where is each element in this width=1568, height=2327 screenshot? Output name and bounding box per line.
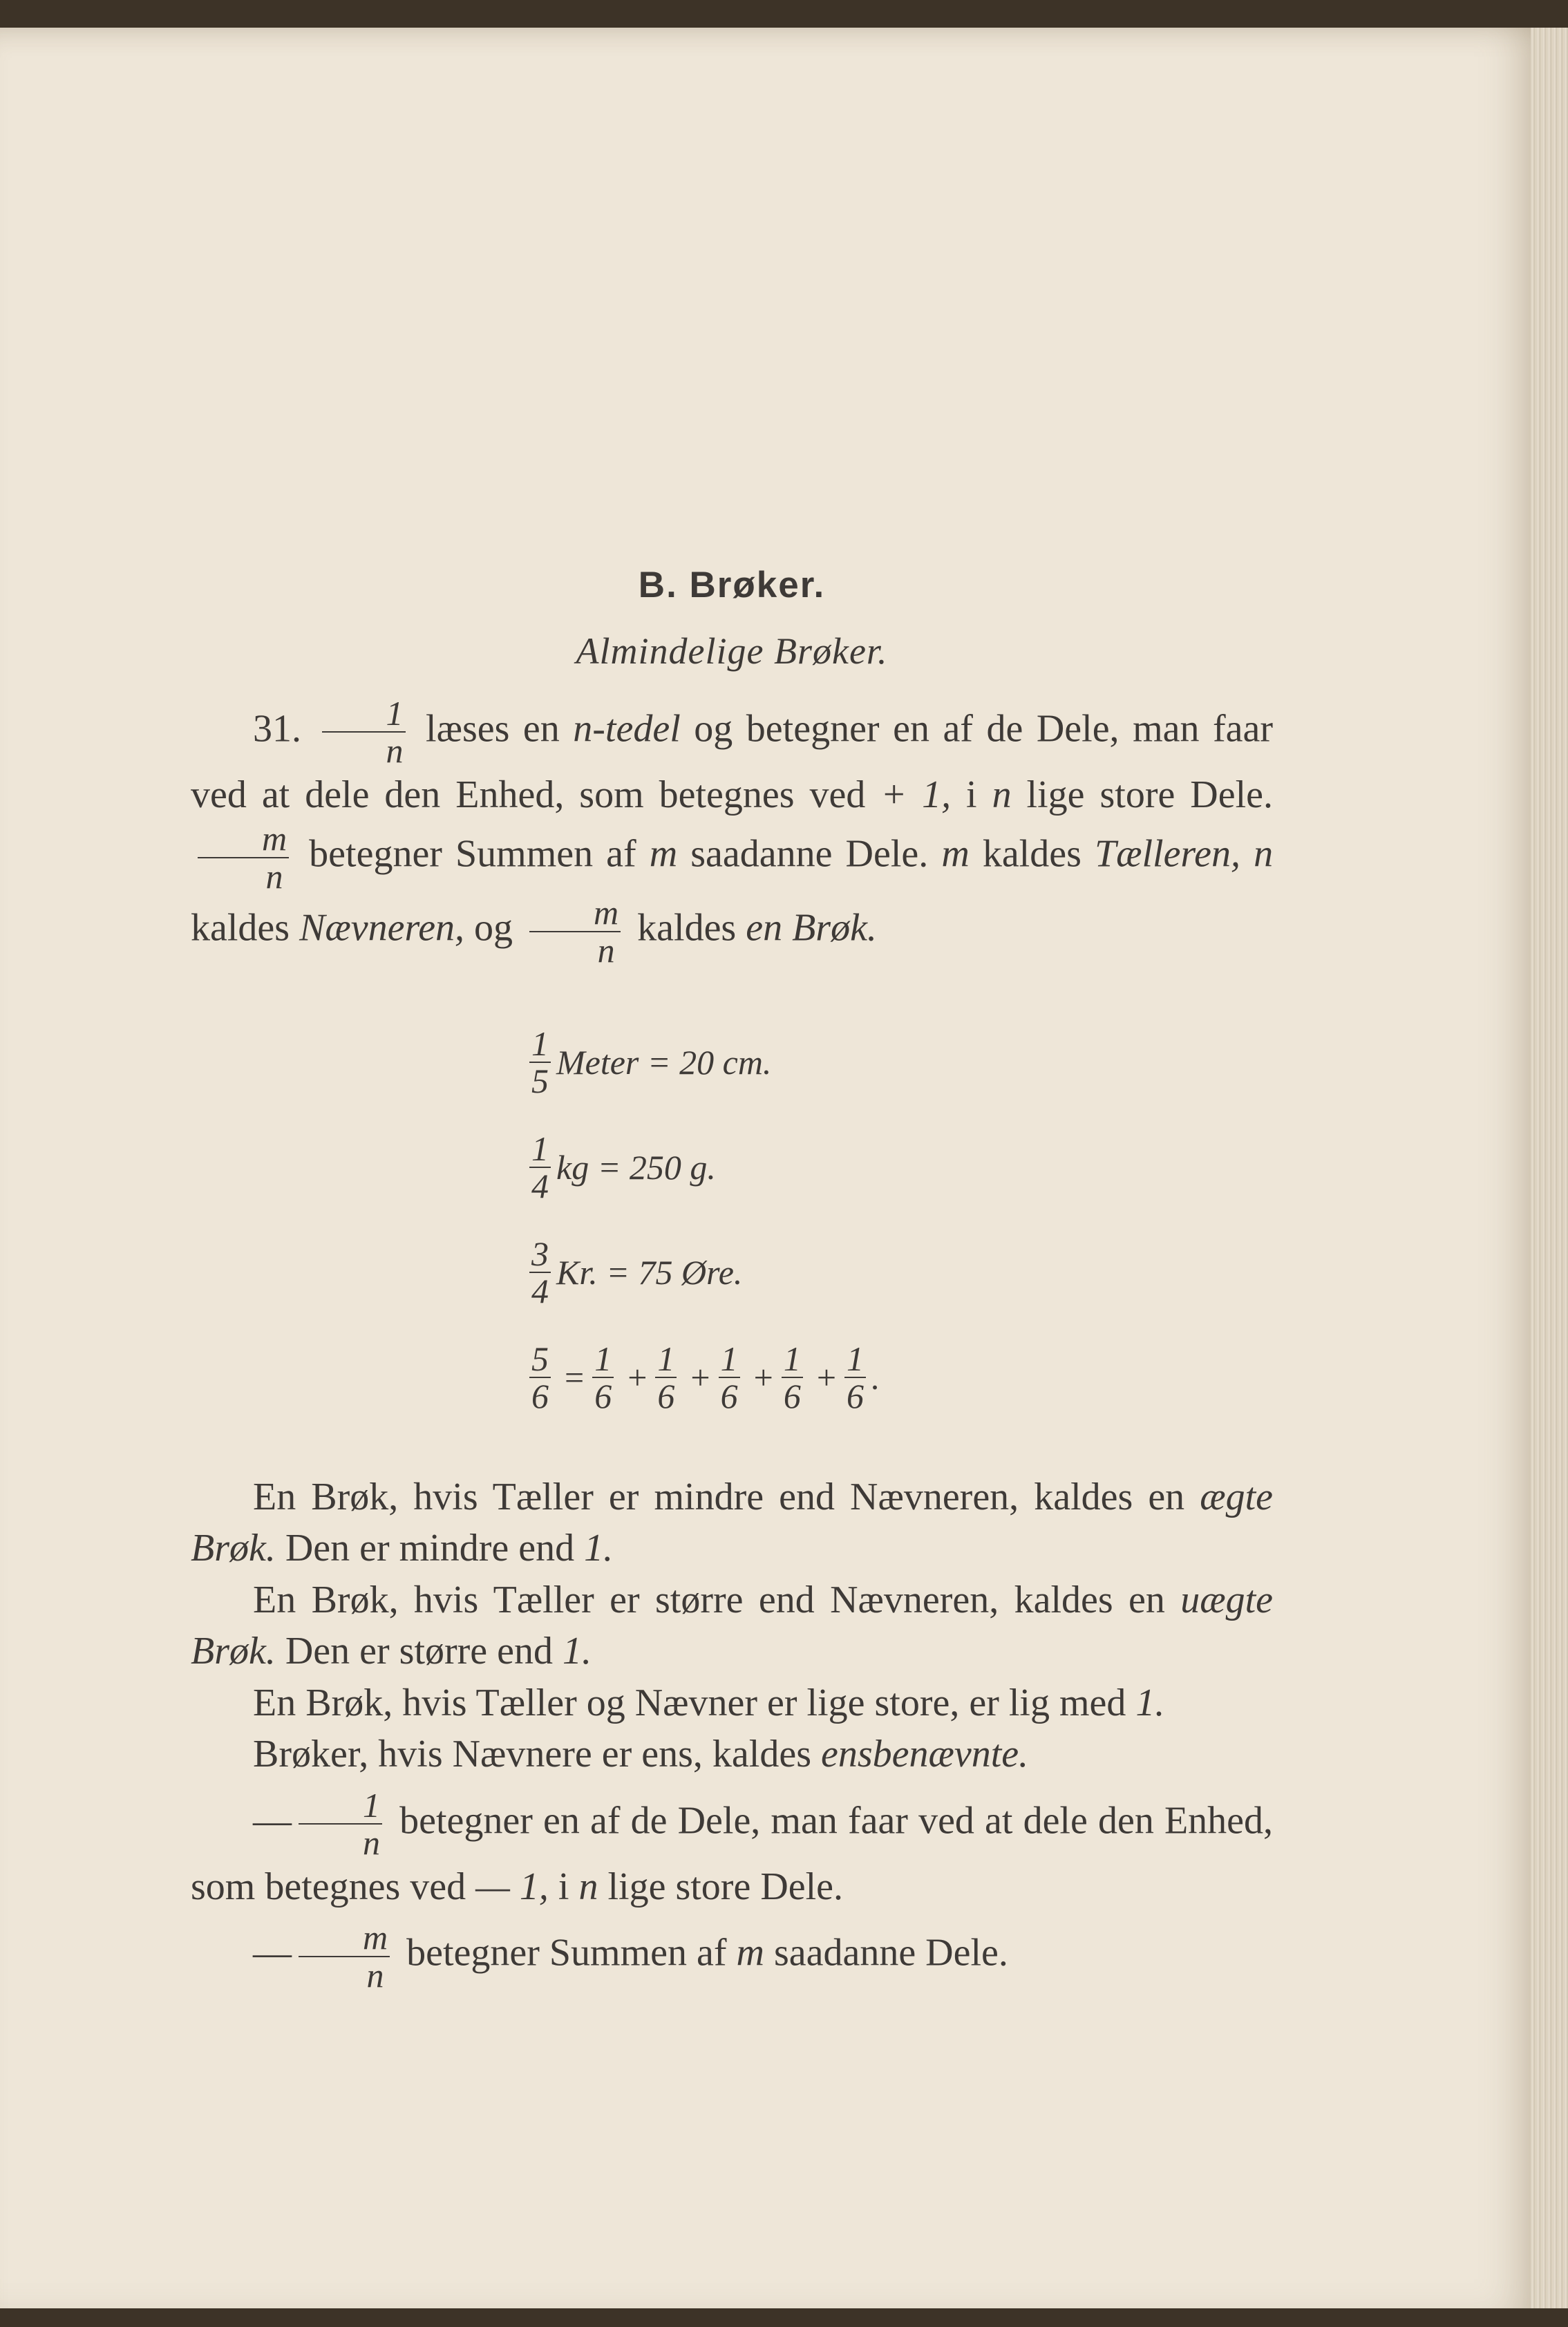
section-heading: B. Brøker. (638, 565, 826, 605)
paragraph-negative-fraction: — $\frac{m}{n}$ betegner Summen af m saadanne Dele. (253, 1918, 1008, 1995)
paragraph-like-fractions: Brøker, hvis Nævnere er ens, kaldes ensbenævnte. (253, 1733, 1029, 1776)
equals-sign: = (565, 1357, 585, 1397)
page-edge (1531, 28, 1568, 2308)
paragraph-equal-fraction: En Brøk, hvis Tæller og Nævner er lige store, er lig med 1. (253, 1681, 1165, 1724)
sum-term-fraction: $\frac{1}{6}$ (844, 1341, 866, 1415)
plus-sign: + (753, 1357, 773, 1397)
plus-sign: + (627, 1357, 648, 1397)
paragraph-negative-unit-fraction: — $\frac{1}{n}$ betegner en af de Dele, man faar ved at dele den Enhed, som betegnes ved — 1, i n lige store Dele. (191, 1785, 1274, 1908)
sum-term-fraction: $\frac{1}{6}$ (719, 1341, 740, 1415)
examples-block (529, 1010, 1273, 1430)
fraction-neg-m-over-n: $\frac{m}{n}$ (299, 1919, 390, 1993)
section-subheading: Almindelige Brøker. (576, 630, 888, 672)
fraction-m-over-n-2: $\frac{m}{n}$ (529, 894, 621, 968)
paragraph-number: 31. (253, 706, 301, 750)
plus-sign: + (690, 1357, 710, 1397)
fraction-1-over-n: $\frac{1}{n}$ (322, 695, 406, 769)
paragraph-improper-fraction: En Brøk, hvis Tæller er større end Nævneren, kaldes en uægte Brøk. Den er større end 1. (191, 1578, 1273, 1673)
sum-term-fraction: $\frac{1}{6}$ (782, 1341, 803, 1415)
example-row (529, 1115, 1273, 1220)
example-fraction: $\frac{1}{5}$ (529, 1026, 551, 1100)
example-fraction: $\frac{1}{4}$ (529, 1131, 551, 1205)
fraction-m-over-n: $\frac{m}{n}$ (198, 820, 289, 894)
plus-sign: + (816, 1357, 837, 1397)
sum-term-fraction: $\frac{1}{6}$ (655, 1341, 677, 1415)
fraction-neg-1-over-n: $\frac{1}{n}$ (299, 1787, 382, 1861)
paragraph-proper-fraction: En Brøk, hvis Tæller er mindre end Nævneren, kaldes en ægte Brøk. Den er mindre end 1. (191, 1476, 1273, 1570)
example-text: Kr. = 75 Øre. (556, 1252, 743, 1292)
example-text: kg = 250 g. (556, 1147, 716, 1187)
example-row (529, 1010, 1273, 1115)
sum-end-period: . (871, 1357, 880, 1397)
sum-lhs-fraction: $\frac{5}{6}$ (529, 1341, 551, 1415)
example-text: Meter = 20 cm. (556, 1042, 772, 1082)
sum-term-fraction: $\frac{1}{6}$ (592, 1341, 614, 1415)
paragraph-31: 31. $\frac{1}{n}$ læses en n-tedel og betegner en af de Dele, man faar ved at dele den Enhed, som betegnes ved + 1, i n lige store Dele. $\frac{m}{n}$ betegner Summen af m saadanne Dele. m kaldes Tælleren, n kaldes Nævneren, og $\frac{m}{n}$ kaldes en Brøk. (191, 693, 1274, 970)
sum-example-row (529, 1325, 1273, 1430)
example-row (529, 1220, 1273, 1325)
example-fraction: $\frac{3}{4}$ (529, 1236, 551, 1310)
page-content (191, 563, 1273, 1993)
